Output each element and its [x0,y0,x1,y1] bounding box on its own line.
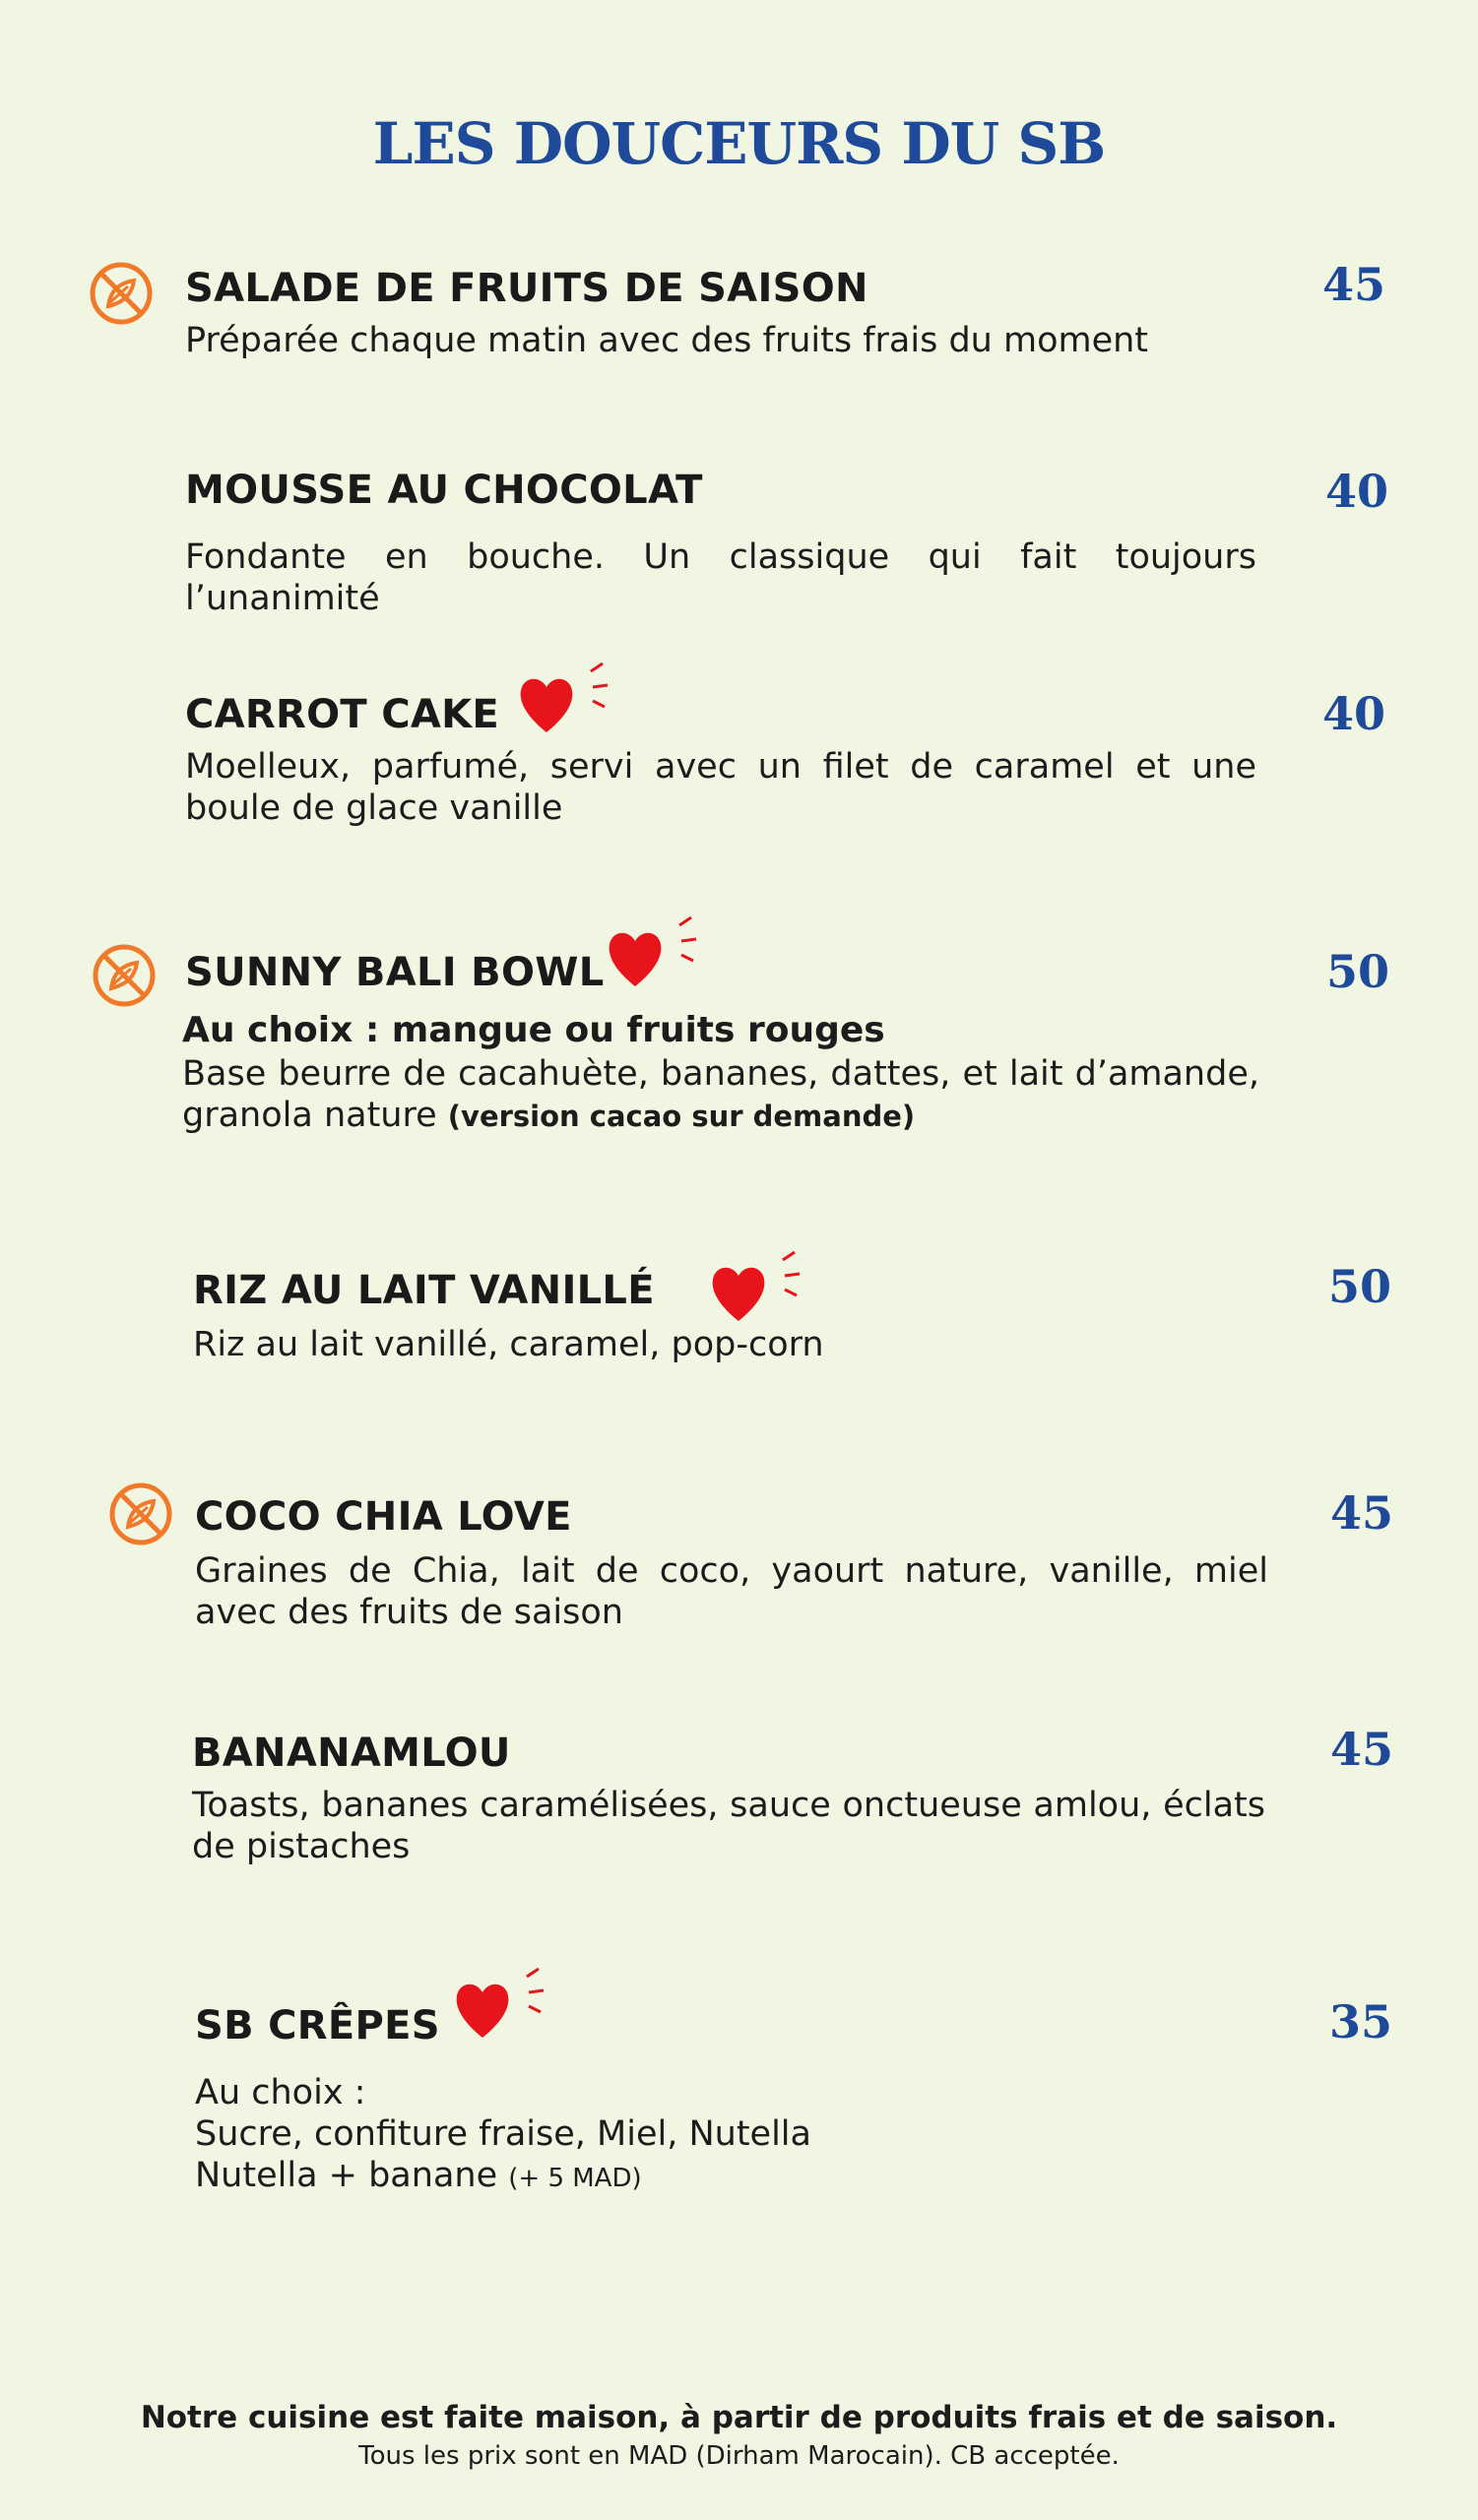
item-name-bananamlou: BANANAMLOU [192,1731,511,1776]
item-desc-sunny-text: Base beurre de cacahuète, bananes, dattes, et lait d’amande, granola nature [182,1054,1259,1135]
item-note-crepes: (+ 5 MAD) [508,2164,642,2193]
footer-main: Notre cuisine est faite maison, à partir de produits frais et de saison. [140,2400,1338,2435]
item-desc-coco: Graines de Chia, lait de coco, yaourt nature, vanille, miel avec des fruits de saison [195,1551,1268,1632]
heart-icon [512,654,620,752]
item-name-riz: RIZ AU LAIT VANILLÉ [193,1268,655,1313]
gluten-free-icon [92,943,157,1008]
item-desc-riz: Riz au lait vanillé, caramel, pop-corn [193,1325,824,1364]
item-price-salade: 45 [1322,258,1386,311]
item-price-bananamlou: 45 [1330,1723,1394,1776]
item-name-crepes: SB CRÊPES [195,2003,440,2048]
item-desc-sunny [182,1053,1259,1137]
item-subtitle-sunny: Au choix : mangue ou fruits rouges [182,1010,885,1050]
item-desc-bananamlou: Toasts, bananes caramélisées, sauce onctueuse amlou, éclats de pistaches [192,1786,1265,1866]
item-desc-salade: Préparée chaque matin avec des fruits frais du moment [185,321,1149,360]
footer-sub: Tous les prix sont en MAD (Dirham Marocain). CB acceptée. [358,2441,1120,2471]
item-desc-crepes-line1: Au choix : [195,2073,366,2112]
gluten-free-icon [89,261,154,326]
item-name-salade: SALADE DE FRUITS DE SAISON [185,266,868,311]
heart-icon [448,1959,556,2057]
item-price-coco: 45 [1330,1486,1394,1540]
item-price-crepes: 35 [1329,1995,1393,2048]
item-name-carrot: CARROT CAKE [185,692,500,737]
item-desc-crepes-line3 [195,2155,642,2199]
item-desc-crepes-line3-text: Nutella + banane [195,2156,498,2195]
item-name-coco: COCO CHIA LOVE [195,1494,572,1540]
item-desc-mousse: Fondante en bouche. Un classique qui fait toujours l’unanimité [185,537,1256,618]
item-desc-crepes-line2: Sucre, confiture fraise, Miel, Nutella [195,2114,811,2154]
item-price-riz: 50 [1328,1260,1392,1313]
heart-icon [601,908,709,1006]
gluten-free-icon [108,1481,173,1546]
item-note-sunny: (version cacao sur demande) [447,1100,916,1133]
item-price-sunny: 50 [1326,945,1390,998]
item-desc-carrot: Moelleux, parfumé, servi avec un filet de caramel et une boule de glace vanille [185,747,1256,828]
item-price-mousse: 40 [1325,465,1389,518]
item-name-sunny: SUNNY BALI BOWL [185,950,605,995]
item-name-mousse: MOUSSE AU CHOCOLAT [185,468,703,513]
item-price-carrot: 40 [1322,687,1386,740]
menu-title: LES DOUCEURS DU SB [372,110,1106,177]
